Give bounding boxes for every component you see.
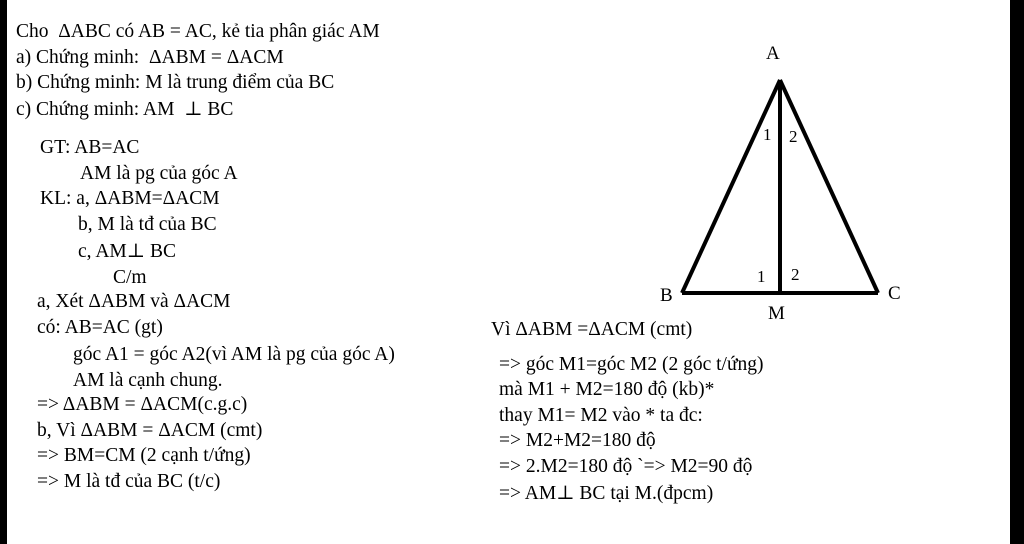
proof-right-line-3: mà M1 + M2=180 độ (kb)*	[499, 379, 715, 400]
proof-left-line-5: => ΔABM = ΔACM(c.g.c)	[37, 394, 248, 415]
proof-left-line-3: góc A1 = góc A2(vì AM là pg của góc A)	[73, 344, 395, 365]
conclusion-line-2: b, M là tđ của BC	[78, 214, 217, 235]
angle-m2-label: 2	[791, 265, 800, 284]
point-m-label: M	[768, 303, 785, 324]
proof-left-line-8: => M là tđ của BC (t/c)	[37, 471, 221, 492]
proof-right-line-4: thay M1= M2 vào * ta đc:	[499, 405, 703, 426]
vertex-c-label: C	[888, 283, 901, 304]
conclusion-line-3: c, AM⊥ BC	[78, 241, 176, 262]
given-line-2: AM là pg của góc A	[80, 163, 238, 184]
proof-left-line-6: b, Vì ΔABM = ΔACM (cmt)	[37, 420, 263, 441]
proof-right-line-2: => góc M1=góc M2 (2 góc t/ứng)	[499, 354, 764, 375]
proof-heading: C/m	[113, 267, 147, 288]
problem-statement: Cho ΔABC có AB = AC, kẻ tia phân giác AM	[16, 21, 380, 42]
proof-right-line-6: => 2.M2=180 độ `=> M2=90 độ	[499, 456, 753, 477]
angle-a1-label: 1	[763, 125, 772, 144]
side-ac	[780, 80, 878, 293]
problem-part-a: a) Chứng minh: ΔABM = ΔACM	[16, 47, 284, 68]
proof-right-line-7: => AM⊥ BC tại M.(đpcm)	[499, 483, 714, 504]
conclusion-line-1: KL: a, ΔABM=ΔACM	[40, 188, 220, 209]
proof-left-line-2: có: AB=AC (gt)	[37, 317, 163, 338]
side-ab	[682, 80, 780, 293]
proof-left-line-1: a, Xét ΔABM và ΔACM	[37, 291, 231, 312]
proof-left-line-4: AM là cạnh chung.	[73, 370, 223, 391]
proof-right-line-5: => M2+M2=180 độ	[499, 430, 656, 451]
given-line-1: GT: AB=AC	[40, 137, 140, 158]
angle-a2-label: 2	[789, 127, 798, 146]
proof-left-line-7: => BM=CM (2 cạnh t/ứng)	[37, 445, 251, 466]
proof-right-line-1: Vì ΔABM =ΔACM (cmt)	[491, 319, 693, 340]
problem-part-b: b) Chứng minh: M là trung điểm của BC	[16, 72, 335, 93]
vertex-a-label: A	[766, 43, 780, 64]
vertex-b-label: B	[660, 285, 673, 306]
problem-part-c: c) Chứng minh: AM ⊥ BC	[16, 99, 234, 120]
angle-m1-label: 1	[757, 267, 766, 286]
